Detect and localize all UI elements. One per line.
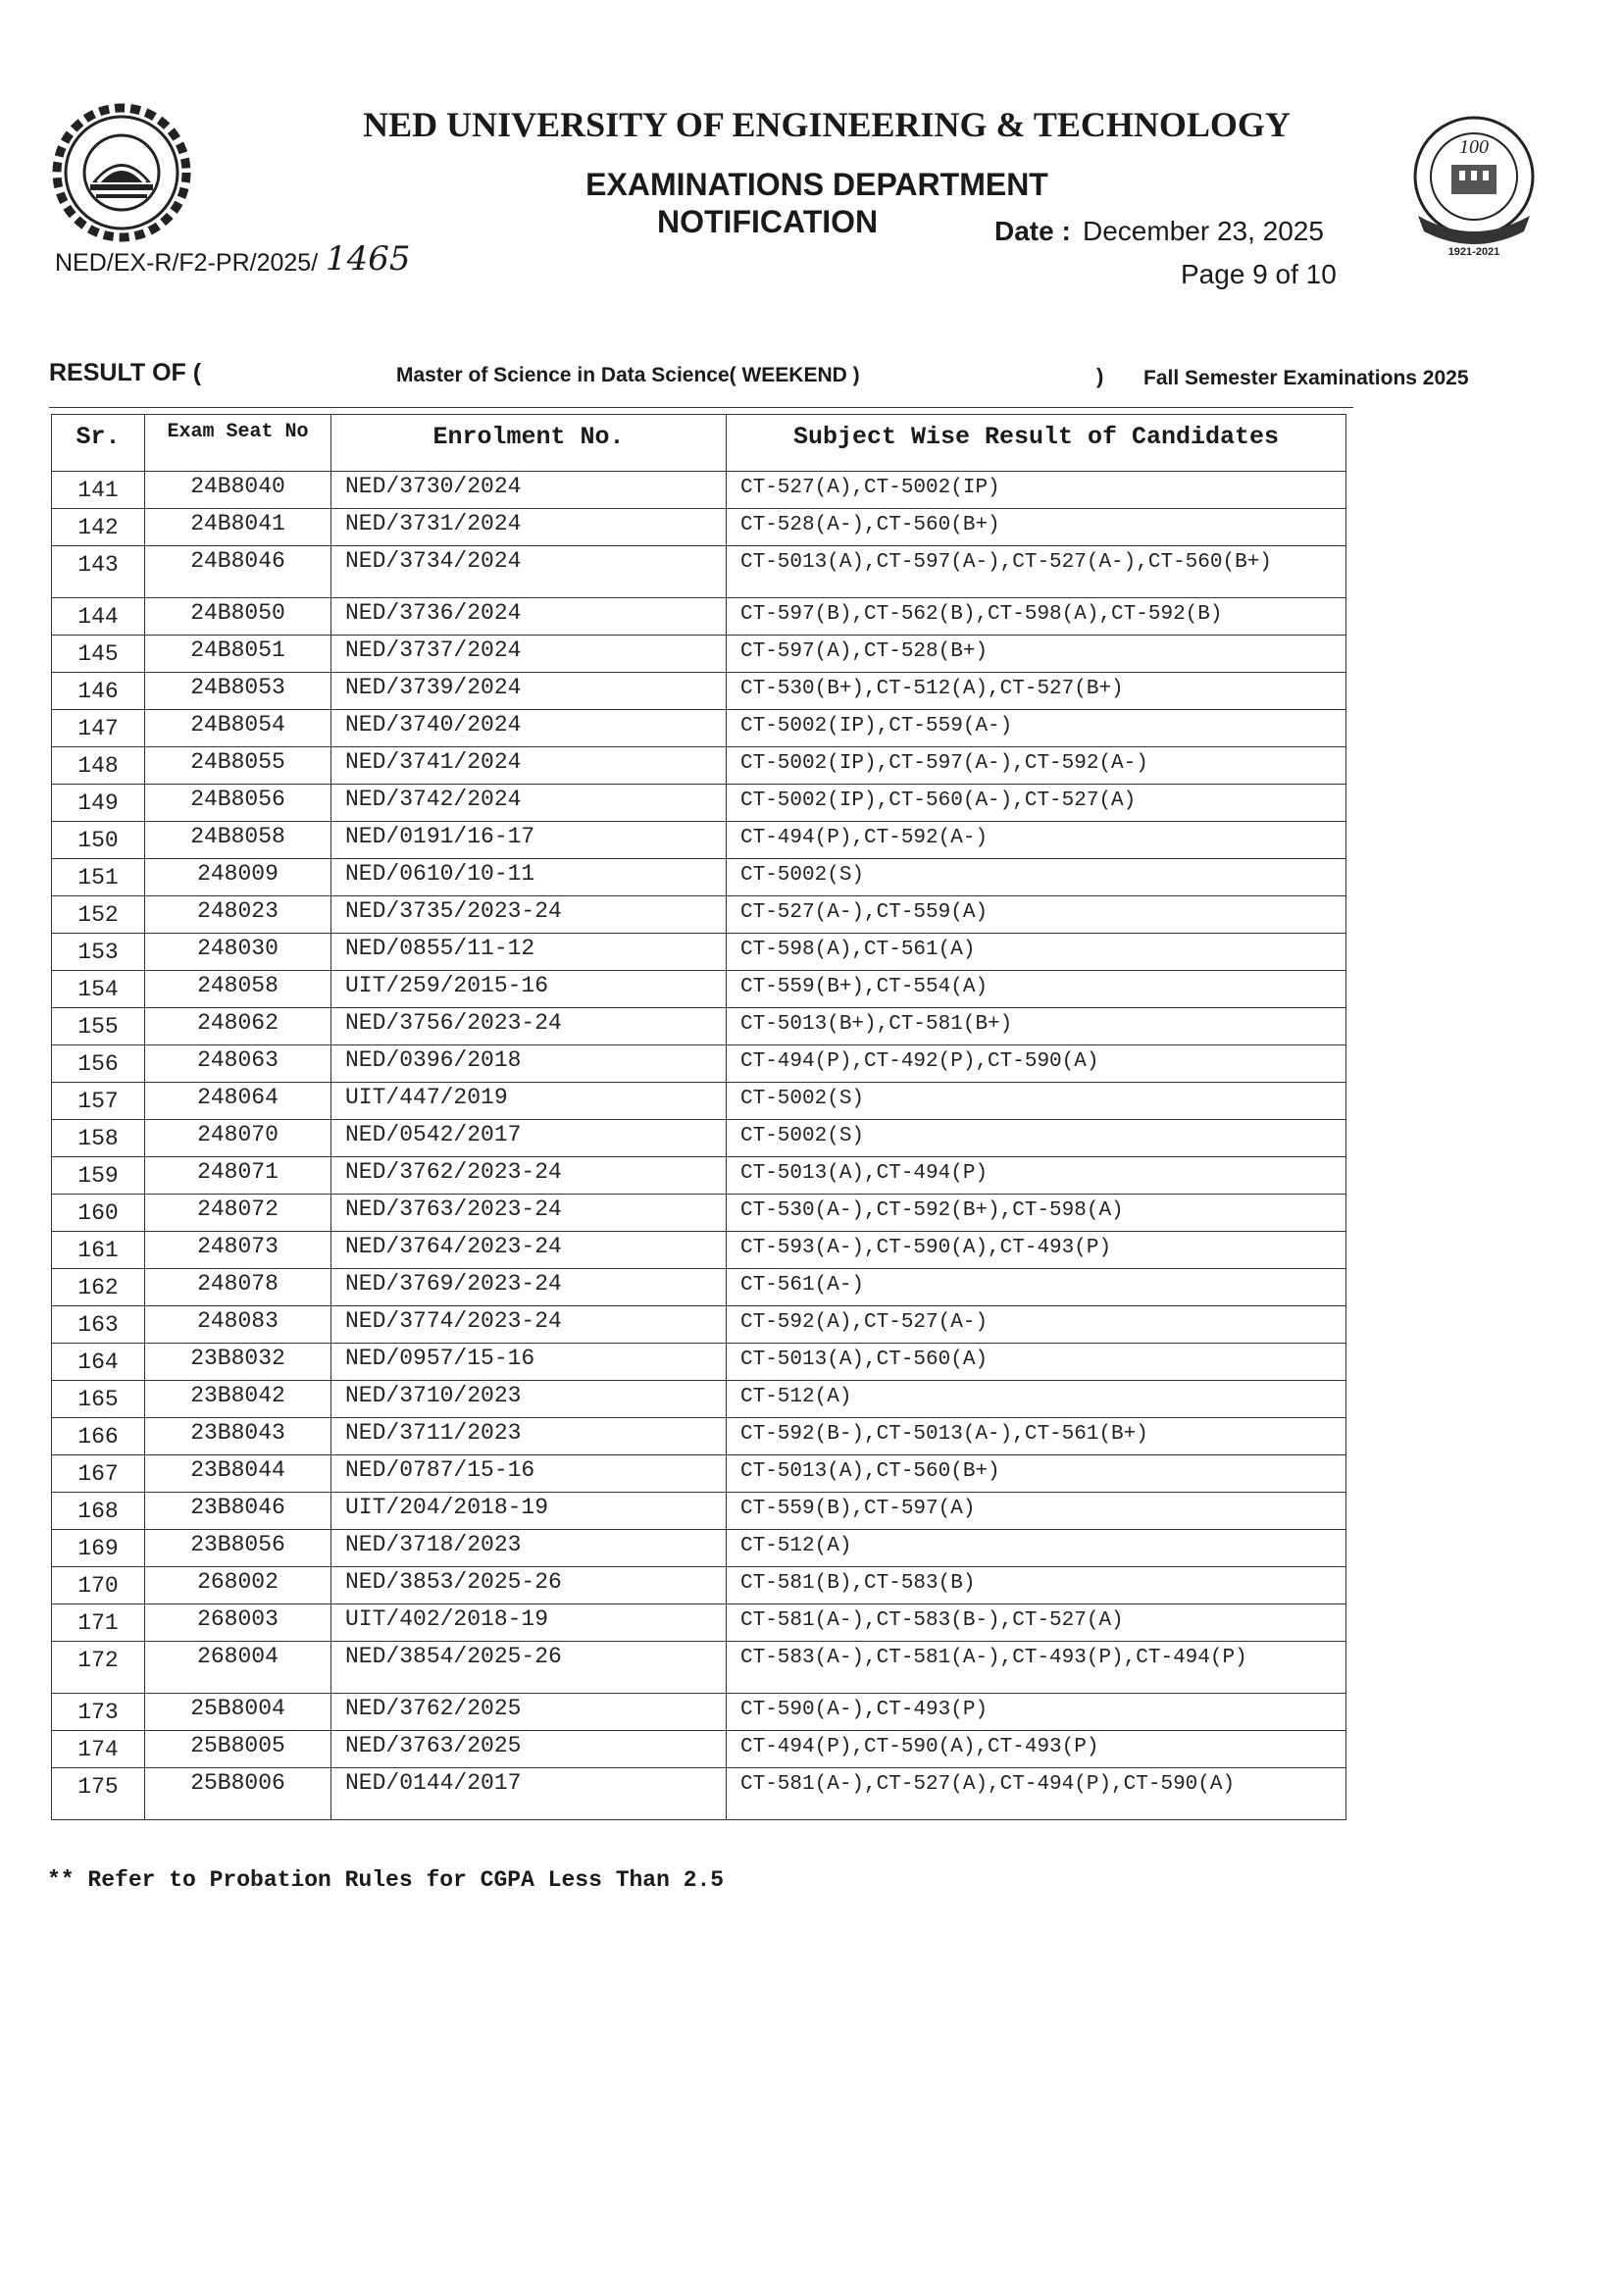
cell-sr: 155 xyxy=(52,1008,145,1045)
cell-result: CT-597(B),CT-562(B),CT-598(A),CT-592(B) xyxy=(727,598,1346,636)
reference-number: NED/EX-R/F2-PR/2025/ xyxy=(55,249,319,277)
cell-result: CT-5013(A),CT-597(A-),CT-527(A-),CT-560(B+) xyxy=(727,546,1346,598)
table-row xyxy=(52,1120,1346,1157)
table-row xyxy=(52,1083,1346,1120)
cell-sr: 154 xyxy=(52,971,145,1008)
cell-enrolment-no: NED/3763/2025 xyxy=(331,1731,727,1768)
cell-enrolment-no: NED/0191/16-17 xyxy=(331,822,727,859)
table-row xyxy=(52,1195,1346,1232)
cell-exam-seat-no: 25B8004 xyxy=(145,1694,331,1731)
header-enrolment-no: Enrolment No. xyxy=(331,415,727,472)
cell-result: CT-581(A-),CT-583(B-),CT-527(A) xyxy=(727,1604,1346,1642)
table-row xyxy=(52,1008,1346,1045)
table-row xyxy=(52,1269,1346,1306)
cell-result: CT-5002(IP),CT-559(A-) xyxy=(727,710,1346,747)
department-name: EXAMINATIONS DEPARTMENT xyxy=(585,167,1048,202)
table-row xyxy=(52,636,1346,673)
table-row xyxy=(52,509,1346,546)
cell-sr: 148 xyxy=(52,747,145,785)
table-header-row xyxy=(52,415,1346,472)
cell-enrolment-no: NED/3762/2023-24 xyxy=(331,1157,727,1195)
cell-result: CT-593(A-),CT-590(A),CT-493(P) xyxy=(727,1232,1346,1269)
table-row xyxy=(52,1232,1346,1269)
cell-sr: 169 xyxy=(52,1530,145,1567)
cell-exam-seat-no: 248063 xyxy=(145,1045,331,1083)
cell-sr: 146 xyxy=(52,673,145,710)
cell-exam-seat-no: 268003 xyxy=(145,1604,331,1642)
results-table xyxy=(51,414,1346,1820)
cell-result: CT-592(A),CT-527(A-) xyxy=(727,1306,1346,1344)
cell-result: CT-592(B-),CT-5013(A-),CT-561(B+) xyxy=(727,1418,1346,1455)
cell-result: CT-530(A-),CT-592(B+),CT-598(A) xyxy=(727,1195,1346,1232)
notification-title: NOTIFICATION xyxy=(657,204,879,239)
table-row xyxy=(52,1768,1346,1820)
cell-result: CT-559(B),CT-597(A) xyxy=(727,1493,1346,1530)
cell-enrolment-no: UIT/447/2019 xyxy=(331,1083,727,1120)
cell-enrolment-no: NED/0957/15-16 xyxy=(331,1344,727,1381)
cell-sr: 166 xyxy=(52,1418,145,1455)
cell-exam-seat-no: 248078 xyxy=(145,1269,331,1306)
cell-exam-seat-no: 24B8050 xyxy=(145,598,331,636)
result-of-label: RESULT OF ( xyxy=(49,359,202,386)
svg-text:100: 100 xyxy=(1459,136,1489,158)
table-row xyxy=(52,1381,1346,1418)
cell-enrolment-no: NED/3769/2023-24 xyxy=(331,1269,727,1306)
cell-exam-seat-no: 24B8046 xyxy=(145,546,331,598)
cell-exam-seat-no: 23B8046 xyxy=(145,1493,331,1530)
cell-exam-seat-no: 23B8056 xyxy=(145,1530,331,1567)
cell-exam-seat-no: 268004 xyxy=(145,1642,331,1694)
cell-sr: 152 xyxy=(52,896,145,934)
table-row xyxy=(52,822,1346,859)
header-divider xyxy=(49,407,1353,408)
cell-exam-seat-no: 24B8051 xyxy=(145,636,331,673)
cell-enrolment-no: NED/3740/2024 xyxy=(331,710,727,747)
result-close-paren: ) xyxy=(1096,364,1104,388)
cell-exam-seat-no: 23B8044 xyxy=(145,1455,331,1493)
table-row xyxy=(52,1157,1346,1195)
table-row xyxy=(52,1455,1346,1493)
cell-enrolment-no: NED/3736/2024 xyxy=(331,598,727,636)
cell-result: CT-5013(A),CT-560(A) xyxy=(727,1344,1346,1381)
cell-exam-seat-no: 23B8043 xyxy=(145,1418,331,1455)
cell-enrolment-no: NED/3763/2023-24 xyxy=(331,1195,727,1232)
cell-exam-seat-no: 248064 xyxy=(145,1083,331,1120)
cell-sr: 157 xyxy=(52,1083,145,1120)
reference-handwritten-number: 1465 xyxy=(326,239,411,279)
cell-enrolment-no: NED/3774/2023-24 xyxy=(331,1306,727,1344)
cell-sr: 153 xyxy=(52,934,145,971)
cell-enrolment-no: NED/3710/2023 xyxy=(331,1381,727,1418)
cell-enrolment-no: NED/3741/2024 xyxy=(331,747,727,785)
cell-exam-seat-no: 248073 xyxy=(145,1232,331,1269)
cell-exam-seat-no: 24B8053 xyxy=(145,673,331,710)
table-row xyxy=(52,934,1346,971)
cell-sr: 164 xyxy=(52,1344,145,1381)
table-row xyxy=(52,1642,1346,1694)
cell-result: CT-530(B+),CT-512(A),CT-527(B+) xyxy=(727,673,1346,710)
cell-enrolment-no: UIT/204/2018-19 xyxy=(331,1493,727,1530)
cell-enrolment-no: NED/3764/2023-24 xyxy=(331,1232,727,1269)
cell-sr: 161 xyxy=(52,1232,145,1269)
cell-sr: 144 xyxy=(52,598,145,636)
cell-exam-seat-no: 24B8041 xyxy=(145,509,331,546)
cell-result: CT-527(A),CT-5002(IP) xyxy=(727,472,1346,509)
footnote: ** Refer to Probation Rules for CGPA Less Than 2.5 xyxy=(47,1867,725,1893)
cell-result: CT-581(B),CT-583(B) xyxy=(727,1567,1346,1604)
table-row xyxy=(52,1530,1346,1567)
table-row xyxy=(52,598,1346,636)
cell-result: CT-5002(S) xyxy=(727,859,1346,896)
cell-sr: 142 xyxy=(52,509,145,546)
cell-sr: 167 xyxy=(52,1455,145,1493)
cell-enrolment-no: NED/3711/2023 xyxy=(331,1418,727,1455)
table-row xyxy=(52,971,1346,1008)
cell-sr: 171 xyxy=(52,1604,145,1642)
cell-exam-seat-no: 24B8054 xyxy=(145,710,331,747)
university-name: NED UNIVERSITY OF ENGINEERING & TECHNOLOGY xyxy=(363,105,1291,144)
table-row xyxy=(52,472,1346,509)
cell-exam-seat-no: 248023 xyxy=(145,896,331,934)
cell-sr: 141 xyxy=(52,472,145,509)
table-row xyxy=(52,710,1346,747)
results-table-body xyxy=(52,472,1346,1820)
cell-enrolment-no: NED/3762/2025 xyxy=(331,1694,727,1731)
cell-result: CT-5002(S) xyxy=(727,1083,1346,1120)
cell-sr: 158 xyxy=(52,1120,145,1157)
cell-result: CT-5002(S) xyxy=(727,1120,1346,1157)
seal-year-text: 1921-2021 xyxy=(1447,246,1500,257)
cell-sr: 173 xyxy=(52,1694,145,1731)
cell-exam-seat-no: 248030 xyxy=(145,934,331,971)
cell-sr: 165 xyxy=(52,1381,145,1418)
cell-result: CT-590(A-),CT-493(P) xyxy=(727,1694,1346,1731)
cell-sr: 174 xyxy=(52,1731,145,1768)
cell-exam-seat-no: 268002 xyxy=(145,1567,331,1604)
table-row xyxy=(52,1045,1346,1083)
cell-sr: 159 xyxy=(52,1157,145,1195)
cell-exam-seat-no: 248072 xyxy=(145,1195,331,1232)
table-row xyxy=(52,1344,1346,1381)
table-row xyxy=(52,747,1346,785)
header-subject-wise-result: Subject Wise Result of Candidates xyxy=(727,415,1346,472)
cell-exam-seat-no: 248009 xyxy=(145,859,331,896)
cell-sr: 172 xyxy=(52,1642,145,1694)
cell-exam-seat-no: 248071 xyxy=(145,1157,331,1195)
table-row xyxy=(52,1567,1346,1604)
cell-sr: 145 xyxy=(52,636,145,673)
cell-enrolment-no: NED/3737/2024 xyxy=(331,636,727,673)
cell-result: CT-512(A) xyxy=(727,1530,1346,1567)
cell-enrolment-no: NED/3739/2024 xyxy=(331,673,727,710)
cell-result: CT-494(P),CT-592(A-) xyxy=(727,822,1346,859)
cell-exam-seat-no: 248062 xyxy=(145,1008,331,1045)
table-row xyxy=(52,1694,1346,1731)
cell-enrolment-no: NED/3742/2024 xyxy=(331,785,727,822)
cell-enrolment-no: NED/0610/10-11 xyxy=(331,859,727,896)
cell-result: CT-583(A-),CT-581(A-),CT-493(P),CT-494(P) xyxy=(727,1642,1346,1694)
cell-result: CT-5002(IP),CT-560(A-),CT-527(A) xyxy=(727,785,1346,822)
cell-exam-seat-no: 248083 xyxy=(145,1306,331,1344)
cell-sr: 151 xyxy=(52,859,145,896)
session-name: Fall Semester Examinations 2025 xyxy=(1143,367,1469,389)
cell-exam-seat-no: 25B8006 xyxy=(145,1768,331,1820)
cell-enrolment-no: NED/3731/2024 xyxy=(331,509,727,546)
table-row xyxy=(52,546,1346,598)
cell-result: CT-598(A),CT-561(A) xyxy=(727,934,1346,971)
table-row xyxy=(52,1604,1346,1642)
cell-enrolment-no: NED/0787/15-16 xyxy=(331,1455,727,1493)
table-row xyxy=(52,859,1346,896)
cell-enrolment-no: UIT/259/2015-16 xyxy=(331,971,727,1008)
cell-result: CT-5002(IP),CT-597(A-),CT-592(A-) xyxy=(727,747,1346,785)
cell-sr: 170 xyxy=(52,1567,145,1604)
cell-result: CT-527(A-),CT-559(A) xyxy=(727,896,1346,934)
cell-enrolment-no: NED/0542/2017 xyxy=(331,1120,727,1157)
header-exam-seat-no: Exam Seat No xyxy=(145,415,331,472)
cell-enrolment-no: NED/3853/2025-26 xyxy=(331,1567,727,1604)
cell-sr: 160 xyxy=(52,1195,145,1232)
cell-result: CT-494(P),CT-590(A),CT-493(P) xyxy=(727,1731,1346,1768)
cell-enrolment-no: NED/3854/2025-26 xyxy=(331,1642,727,1694)
cell-sr: 149 xyxy=(52,785,145,822)
cell-exam-seat-no: 248058 xyxy=(145,971,331,1008)
cell-enrolment-no: NED/3718/2023 xyxy=(331,1530,727,1567)
cell-exam-seat-no: 23B8042 xyxy=(145,1381,331,1418)
header-sr: Sr. xyxy=(52,415,145,472)
cell-sr: 168 xyxy=(52,1493,145,1530)
cell-enrolment-no: NED/3735/2023-24 xyxy=(331,896,727,934)
cell-enrolment-no: NED/3756/2023-24 xyxy=(331,1008,727,1045)
cell-exam-seat-no: 24B8040 xyxy=(145,472,331,509)
cell-enrolment-no: NED/3734/2024 xyxy=(331,546,727,598)
cell-sr: 143 xyxy=(52,546,145,598)
table-row xyxy=(52,1306,1346,1344)
cell-sr: 175 xyxy=(52,1768,145,1820)
cell-sr: 150 xyxy=(52,822,145,859)
cell-result: CT-559(B+),CT-554(A) xyxy=(727,971,1346,1008)
cell-exam-seat-no: 248070 xyxy=(145,1120,331,1157)
cell-result: CT-581(A-),CT-527(A),CT-494(P),CT-590(A) xyxy=(727,1768,1346,1820)
cell-result: CT-5013(B+),CT-581(B+) xyxy=(727,1008,1346,1045)
table-row xyxy=(52,785,1346,822)
cell-enrolment-no: NED/0396/2018 xyxy=(331,1045,727,1083)
cell-result: CT-512(A) xyxy=(727,1381,1346,1418)
cell-result: CT-5013(A),CT-560(B+) xyxy=(727,1455,1346,1493)
cell-result: CT-561(A-) xyxy=(727,1269,1346,1306)
cell-result: CT-5013(A),CT-494(P) xyxy=(727,1157,1346,1195)
cell-sr: 163 xyxy=(52,1306,145,1344)
cell-exam-seat-no: 24B8056 xyxy=(145,785,331,822)
cell-result: CT-528(A-),CT-560(B+) xyxy=(727,509,1346,546)
program-name: Master of Science in Data Science( WEEKEND ) xyxy=(396,364,860,386)
date-value: December 23, 2025 xyxy=(1083,216,1324,246)
cell-sr: 147 xyxy=(52,710,145,747)
cell-exam-seat-no: 25B8005 xyxy=(145,1731,331,1768)
table-row xyxy=(52,673,1346,710)
page-number: Page 9 of 10 xyxy=(1181,259,1337,289)
cell-exam-seat-no: 24B8058 xyxy=(145,822,331,859)
table-row xyxy=(52,1418,1346,1455)
cell-enrolment-no: NED/0144/2017 xyxy=(331,1768,727,1820)
cell-exam-seat-no: 23B8032 xyxy=(145,1344,331,1381)
cell-enrolment-no: NED/0855/11-12 xyxy=(331,934,727,971)
date-label: Date : xyxy=(994,216,1071,246)
cell-result: CT-494(P),CT-492(P),CT-590(A) xyxy=(727,1045,1346,1083)
table-row xyxy=(52,896,1346,934)
cell-sr: 156 xyxy=(52,1045,145,1083)
cell-sr: 162 xyxy=(52,1269,145,1306)
table-row xyxy=(52,1493,1346,1530)
cell-enrolment-no: UIT/402/2018-19 xyxy=(331,1604,727,1642)
cell-enrolment-no: NED/3730/2024 xyxy=(331,472,727,509)
cell-result: CT-597(A),CT-528(B+) xyxy=(727,636,1346,673)
cell-exam-seat-no: 24B8055 xyxy=(145,747,331,785)
table-row xyxy=(52,1731,1346,1768)
